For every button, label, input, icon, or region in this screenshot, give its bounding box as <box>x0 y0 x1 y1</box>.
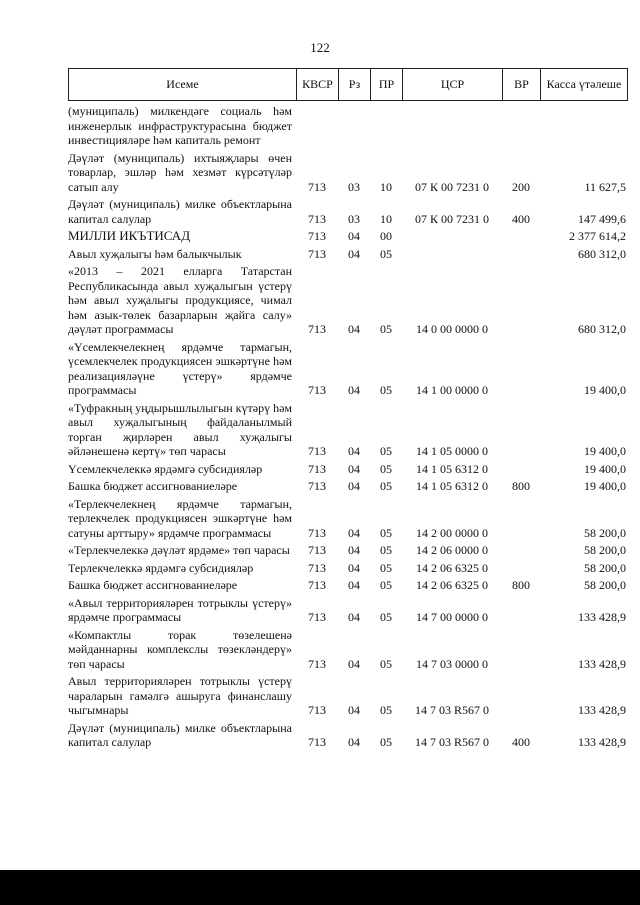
cell-name: «Терлекчелеккә дәүләт ярдәме» төп чарасы <box>68 543 290 557</box>
cell-kassa: 19 400,0 <box>584 461 626 476</box>
cell-rz: 03 <box>348 211 360 226</box>
cell-kassa: 58 200,0 <box>584 560 626 575</box>
cell-kassa: 133 428,9 <box>578 656 626 671</box>
table-row <box>68 578 628 593</box>
cell-csr: 14 2 06 0000 0 <box>416 543 488 557</box>
cell-kassa: 2 377 614,2 <box>569 229 626 243</box>
table-row <box>68 721 628 750</box>
cell-kassa: 680 312,0 <box>578 246 626 261</box>
cell-pr: 05 <box>380 246 392 261</box>
cell-kvsr: 713 <box>308 560 326 575</box>
cell-csr: 14 7 03 R567 0 <box>414 703 489 717</box>
table-body <box>68 104 628 750</box>
cell-kassa: 133 428,9 <box>578 703 626 717</box>
cell-csr: 14 1 05 0000 0 <box>416 444 488 458</box>
table-row <box>68 561 628 576</box>
table-row <box>68 596 628 625</box>
cell-kassa: 19 400,0 <box>584 444 626 458</box>
cell-kassa: 133 428,9 <box>578 735 626 749</box>
cell-pr: 05 <box>380 525 392 540</box>
cell-name: Дәүләт (муниципаль) ихтыяҗлары өчен товарлар, эшләр һәм хезмәт күрсәтүләр сатып алу <box>68 150 292 194</box>
cell-kassa: 58 200,0 <box>584 543 626 557</box>
cell-pr: 05 <box>380 610 392 624</box>
cell-kassa: 58 200,0 <box>584 578 626 592</box>
cell-pr: 05 <box>380 560 392 575</box>
cell-csr: 07 К 00 7231 0 <box>414 179 489 194</box>
cell-csr: 14 7 03 0000 0 <box>416 656 488 671</box>
cell-pr: 10 <box>380 211 392 226</box>
cell-csr: 07 К 00 7231 0 <box>414 211 489 226</box>
cell-rz: 04 <box>348 383 360 397</box>
cell-rz: 04 <box>348 703 360 717</box>
cell-kvsr: 713 <box>308 656 326 671</box>
budget-table <box>68 68 628 750</box>
table-row <box>68 264 628 337</box>
cell-kassa: 147 499,6 <box>578 211 626 226</box>
cell-pr: 05 <box>380 656 392 671</box>
cell-name: Башка бюджет ассигнованиеләре <box>68 479 238 493</box>
cell-rz: 04 <box>348 656 360 671</box>
cell-pr: 05 <box>380 543 392 557</box>
cell-pr: 05 <box>380 461 392 476</box>
cell-rz: 04 <box>348 560 360 575</box>
cell-rz: 04 <box>348 610 360 624</box>
cell-pr: 05 <box>380 735 392 749</box>
cell-rz: 04 <box>348 229 360 243</box>
cell-csr: 14 1 05 6312 0 <box>416 461 488 476</box>
cell-rz: 04 <box>348 322 360 336</box>
table-row <box>68 197 628 226</box>
cell-kassa: 19 400,0 <box>584 479 626 493</box>
cell-kvsr: 713 <box>308 578 326 592</box>
cell-rz: 04 <box>348 461 360 476</box>
cell-csr: 14 2 06 6325 0 <box>416 560 488 575</box>
cell-pr: 10 <box>380 179 392 194</box>
cell-name: «Туфракның уңдырышлылыгын күтәрү һәм авыл хуҗалыгының файдаланылмый торган җирләрен авыл хуҗалыгы әйләнешенә кертү» төп чарасы <box>68 400 292 458</box>
cell-csr: 14 7 00 0000 0 <box>416 610 488 624</box>
cell-vr: 800 <box>512 578 530 592</box>
cell-csr: 14 2 06 6325 0 <box>416 578 488 592</box>
cell-pr: 05 <box>380 578 392 592</box>
cell-name: Дәүләт (муниципаль) милке объектларына капитал салулар <box>68 197 292 226</box>
cell-name: «Авыл территорияләрен тотрыклы үстерү» ярдәмче программасы <box>68 595 292 624</box>
table-row <box>68 104 628 148</box>
cell-pr: 05 <box>380 383 392 397</box>
cell-kvsr: 713 <box>308 610 326 624</box>
cell-vr: 800 <box>512 479 530 493</box>
cell-pr: 05 <box>380 703 392 717</box>
table-row <box>68 247 628 262</box>
cell-rz: 04 <box>348 246 360 261</box>
header-vr: ВР <box>502 69 540 100</box>
table-header <box>68 68 628 101</box>
cell-name: МИЛЛИ ИКЪТИСАД <box>68 228 191 243</box>
cell-pr: 00 <box>380 229 392 243</box>
cell-csr: 14 2 00 0000 0 <box>416 525 488 540</box>
cell-kassa: 680 312,0 <box>578 322 626 336</box>
cell-kvsr: 713 <box>308 229 326 243</box>
cell-kvsr: 713 <box>308 703 326 717</box>
cell-name: «Компактлы торак төзелешенә мәйданнарны комплекслы төзекләндерү» төп чарасы <box>68 627 292 671</box>
cell-kvsr: 713 <box>308 479 326 493</box>
cell-rz: 03 <box>348 179 360 194</box>
cell-name: Терлекчелеккә ярдәмгә субсидияләр <box>68 560 254 575</box>
cell-rz: 04 <box>348 479 360 493</box>
cell-rz: 04 <box>348 735 360 749</box>
cell-pr: 05 <box>380 479 392 493</box>
cell-name: (муниципаль) милкендәге социаль һәм инженерлык инфраструктурасына бюджет инвестицияләре һәм капиталь ремонт <box>68 104 292 147</box>
cell-csr: 14 1 05 6312 0 <box>416 479 488 493</box>
cell-kvsr: 713 <box>308 211 326 226</box>
header-kassa: Касса үтәлеше <box>540 69 628 100</box>
cell-rz: 04 <box>348 543 360 557</box>
cell-vr: 200 <box>512 179 530 194</box>
cell-name: «Үсемлекчелекнең ярдәмче тармагын, үсемлекчелек продукциясен эшкәртүне һәм реализацияләүне үстерү» ярдәмче программасы <box>68 339 292 397</box>
table-row <box>68 229 628 244</box>
header-pr: ПР <box>370 69 402 100</box>
cell-kassa: 133 428,9 <box>578 610 626 624</box>
scan-bottom-border <box>0 870 640 905</box>
cell-pr: 05 <box>380 444 392 458</box>
cell-kvsr: 713 <box>308 543 326 557</box>
table-row <box>68 401 628 459</box>
table-row <box>68 479 628 494</box>
cell-pr: 05 <box>380 322 392 336</box>
header-csr: ЦСР <box>402 69 502 100</box>
cell-name: Дәүләт (муниципаль) милке объектларына капитал салулар <box>68 720 292 749</box>
table-row <box>68 462 628 477</box>
table-row <box>68 340 628 398</box>
cell-name: Үсемлекчелеккә ярдәмгә субсидияләр <box>68 461 263 476</box>
cell-name: «2013 – 2021 елларга Татарстан Республикасында авыл хуҗалыгын үстерү һәм авыл хуҗалыгы продукциясе, чимал һәм азык-төлек базарларын җайга салу» дәүләт программасы <box>68 264 292 336</box>
table-row <box>68 543 628 558</box>
cell-rz: 04 <box>348 525 360 540</box>
cell-kassa: 58 200,0 <box>584 525 626 540</box>
cell-kvsr: 713 <box>308 735 326 749</box>
cell-kassa: 19 400,0 <box>584 383 626 397</box>
cell-kassa: 11 627,5 <box>584 179 626 194</box>
cell-kvsr: 713 <box>308 444 326 458</box>
cell-csr: 14 0 00 0000 0 <box>416 322 488 336</box>
table-row <box>68 628 628 672</box>
cell-name: «Терлекчелекнең ярдәмче тармагын, терлекчелек продукциясен эшкәртүне һәм сатуны арттыру» ярдәмче программасы <box>68 496 292 540</box>
cell-vr: 400 <box>512 735 530 749</box>
cell-rz: 04 <box>348 578 360 592</box>
table-row <box>68 674 628 718</box>
cell-csr: 14 1 00 0000 0 <box>416 383 488 397</box>
cell-kvsr: 713 <box>308 383 326 397</box>
cell-csr: 14 7 03 R567 0 <box>414 735 489 749</box>
cell-vr: 400 <box>512 211 530 226</box>
cell-name: Авыл хуҗалыгы һәм балыкчылык <box>68 246 242 261</box>
header-name: Исеме <box>68 69 296 100</box>
cell-kvsr: 713 <box>308 322 326 336</box>
cell-kvsr: 713 <box>308 525 326 540</box>
table-row <box>68 151 628 195</box>
cell-kvsr: 713 <box>308 179 326 194</box>
page-number: 122 <box>310 40 330 55</box>
header-rz: Рз <box>338 69 370 100</box>
header-kvsr: КВСР <box>296 69 338 100</box>
cell-name: Башка бюджет ассигнованиеләре <box>68 578 238 592</box>
cell-rz: 04 <box>348 444 360 458</box>
cell-kvsr: 713 <box>308 246 326 261</box>
cell-kvsr: 713 <box>308 461 326 476</box>
table-row <box>68 497 628 541</box>
cell-name: Авыл территорияләрен тотрыклы үстерү чараларын гамәлгә ашыруга финанслашу чыгымнары <box>68 674 292 717</box>
